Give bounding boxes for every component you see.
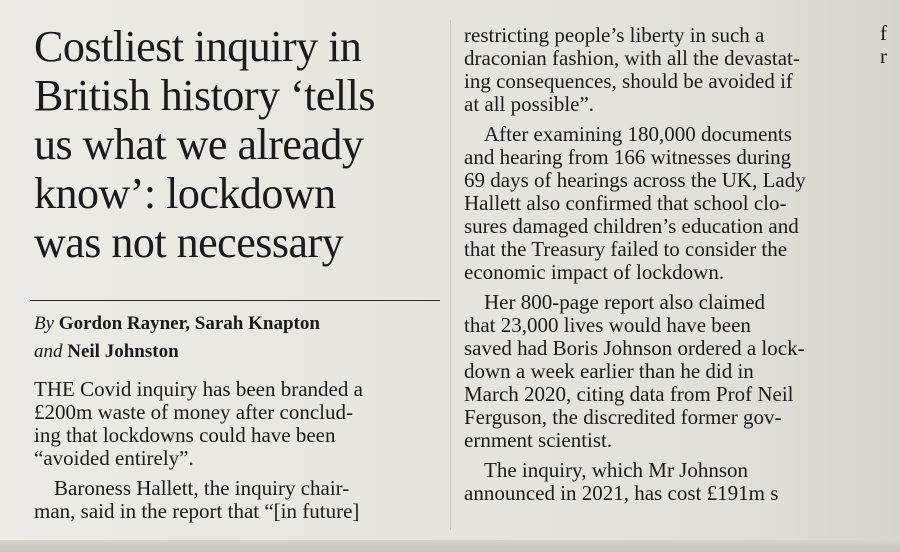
headline-line: us what we already <box>34 120 364 169</box>
text-line: at all possible”. <box>464 93 595 116</box>
text-line: saved had Boris Johnson ordered a lock- <box>464 337 805 360</box>
column-divider <box>450 20 451 530</box>
headline-line: know’: lockdown <box>34 169 336 218</box>
text-line: economic impact of lockdown. <box>464 261 725 284</box>
text-line: Her 800-page report also claimed <box>484 291 766 314</box>
article-column-2 <box>464 24 900 505</box>
byline-and: and <box>34 341 63 362</box>
text-line: Hallett also confirmed that school clo- <box>464 192 787 215</box>
text-line: restricting people’s liberty in such a <box>464 24 765 47</box>
text-line: that the Treasury failed to consider the <box>464 238 788 261</box>
byline-line-2 <box>34 338 444 366</box>
byline-line-1 <box>34 310 444 338</box>
text-line: THE Covid inquiry has been branded a <box>34 378 363 401</box>
text-fragment: r <box>880 44 887 68</box>
text-line: Ferguson, the discredited former gov- <box>464 406 782 429</box>
text-line: March 2020, citing data from Prof Neil <box>464 383 794 406</box>
article-column-1 <box>34 378 444 523</box>
byline-authors: Neil Johnston <box>67 341 179 362</box>
text-line: down a week earlier than he did in <box>464 360 754 383</box>
headline <box>34 22 444 267</box>
byline-authors: Gordon Rayner, Sarah Knapton <box>58 313 320 334</box>
text-line: sures damaged children’s education and <box>464 215 799 238</box>
text-line: 69 days of hearings across the UK, Lady <box>464 169 806 192</box>
text-line: The inquiry, which Mr Johnson <box>484 459 749 482</box>
text-line: that 23,000 lives would have been <box>464 314 751 337</box>
page-bottom-edge <box>0 540 900 552</box>
text-line: draconian fashion, with all the devastat- <box>464 47 800 70</box>
byline <box>34 310 444 366</box>
text-line: ing consequences, should be avoided if <box>464 70 793 93</box>
headline-line: was not necessary <box>34 218 344 267</box>
text-line: announced in 2021, has cost £191m s <box>464 482 779 505</box>
text-line: £200m waste of money after conclud- <box>34 401 353 424</box>
text-line: ing that lockdowns could have been <box>34 424 336 447</box>
text-line: “avoided entirely”. <box>34 447 194 470</box>
text-line: and hearing from 166 witnesses during <box>464 146 792 169</box>
article-column-3-fragment <box>880 22 900 68</box>
headline-line: Costliest inquiry in <box>34 22 362 71</box>
text-line: ernment scientist. <box>464 429 613 452</box>
byline-rule <box>30 300 440 301</box>
text-fragment: f <box>880 22 887 45</box>
text-line: man, said in the report that “[in future] <box>34 500 360 523</box>
byline-by: By <box>34 313 55 334</box>
text-line: Baroness Hallett, the inquiry chair- <box>54 477 350 500</box>
headline-line: British history ‘tells <box>34 71 375 120</box>
text-line: After examining 180,000 documents <box>484 123 792 146</box>
